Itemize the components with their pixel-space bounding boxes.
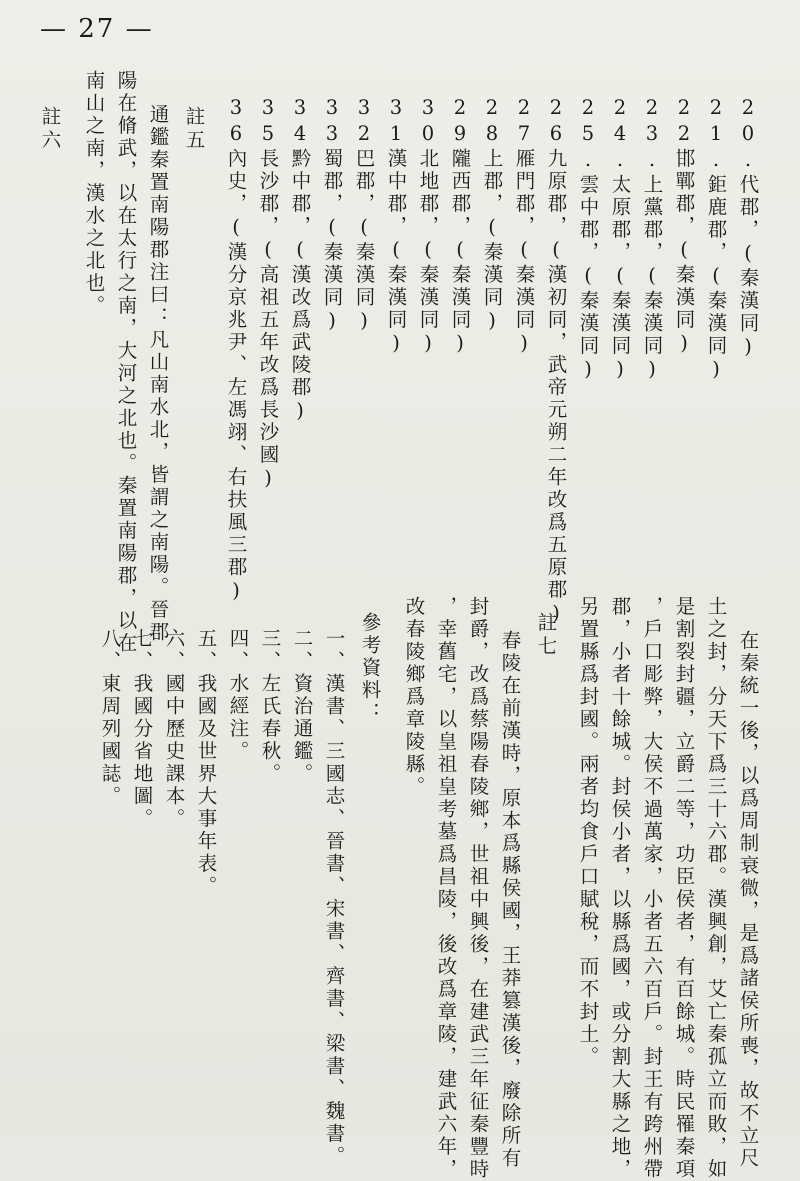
text-column-u8: 27雁門郡，(秦漢同): [512, 96, 536, 358]
text-column-u12: 31漢中郡，(秦漢同): [384, 96, 408, 358]
reference-item-1: 一、漢書、三國志、晉書、宋書、齊書、梁書、魏書。: [322, 628, 346, 1168]
text-column-u7: 26九原郡，(漢初同，武帝元朔二年改爲五原郡): [544, 96, 568, 628]
text-column-u10: 29隴西郡，(秦漢同): [448, 96, 472, 358]
text-column-u6: 25.雲中郡，(秦漢同): [576, 96, 600, 384]
text-column-l6: 另置縣爲封國。兩者均食戶口賦稅，而不封土。: [576, 596, 600, 1069]
text-column-u16: 35長沙郡，(高祖五年改爲長沙國): [256, 96, 280, 493]
reference-item-5: 五、我國及世界大事年表。: [194, 628, 218, 898]
text-column-l8: 春陵在前漢時，原本爲縣侯國，王莽篡漢後，廢除所有: [498, 630, 522, 1170]
text-column-l2: 土之封，分天下爲三十六郡。漢興創，艾亡秦孤立而敗，如: [704, 596, 728, 1181]
reference-item-8: 八、東周列國誌。: [98, 628, 122, 808]
reference-item-3: 三、左氏春秋。: [258, 628, 282, 786]
text-column-u14: 33蜀郡，(秦漢同): [320, 96, 344, 335]
page-number: — 27 —: [40, 14, 154, 44]
text-column-u15: 34黔中郡，(漢改爲武陵郡): [288, 96, 312, 425]
text-column-l4: ，戶口彫弊，大侯不過萬家，小者五六百戶。封王有跨州帶: [640, 596, 664, 1181]
note-heading-6: 註六: [38, 106, 62, 153]
references-heading: 參考資料：: [358, 612, 382, 725]
reference-item-7: 七、我國分省地圖。: [130, 628, 154, 831]
text-column-u1: 20.代郡，(秦漢同): [736, 96, 760, 361]
reference-item-6: 六、國中歷史課本。: [162, 628, 186, 831]
reference-item-4: 四、水經注。: [226, 628, 250, 763]
text-column-l3: 是割裂封疆，立爵二等，功臣侯者，有百餘城。時民罹秦項: [672, 596, 696, 1181]
text-column-l1: 在秦統一後，以爲周制衰微，是爲諸侯所喪，故不立尺: [736, 630, 760, 1170]
text-column-u2: 21.鉅鹿郡，(秦漢同): [704, 96, 728, 384]
note-heading-5: 註五: [182, 106, 206, 153]
text-column-u20: 陽在脩武，以在太行之南，大河之北也。秦置南陽郡，以在: [114, 70, 138, 655]
text-column-u21: 南山之南，漢水之北也。: [82, 70, 106, 318]
text-column-u13: 32巴郡，(秦漢同): [352, 96, 376, 335]
text-column-u3: 22邯鄲郡，(秦漢同): [672, 96, 696, 358]
reference-item-2: 二、資治通鑑。: [290, 628, 314, 786]
text-column-l11: 改春陵鄉爲章陵縣。: [402, 596, 426, 799]
text-column-l5: 郡，小者十餘城。封侯小者，以縣爲國，或分割大縣之地，: [608, 596, 632, 1181]
text-column-u19: 通鑑秦置南陽郡注曰：凡山南水北，皆謂之南陽。晉郡: [146, 104, 170, 644]
text-column-l10: ，幸舊宅，以皇祖皇考墓爲昌陵，後改爲章陵，建武六年，: [434, 596, 458, 1181]
text-column-u11: 30北地郡，(秦漢同): [416, 96, 440, 358]
text-column-u5: 24.太原郡，(秦漢同): [608, 96, 632, 384]
note-heading-7: 註七: [534, 612, 558, 659]
text-column-u17: 36內史，(漢分京兆尹、左馮翊、右扶風三郡): [224, 96, 248, 605]
text-column-u4: 23.上黨郡，(秦漢同): [640, 96, 664, 384]
text-column-u9: 28上郡，(秦漢同): [480, 96, 504, 335]
text-column-l9: 封爵，改爲蔡陽春陵鄉，世祖中興後，在建武三年征秦豐時: [466, 596, 490, 1181]
